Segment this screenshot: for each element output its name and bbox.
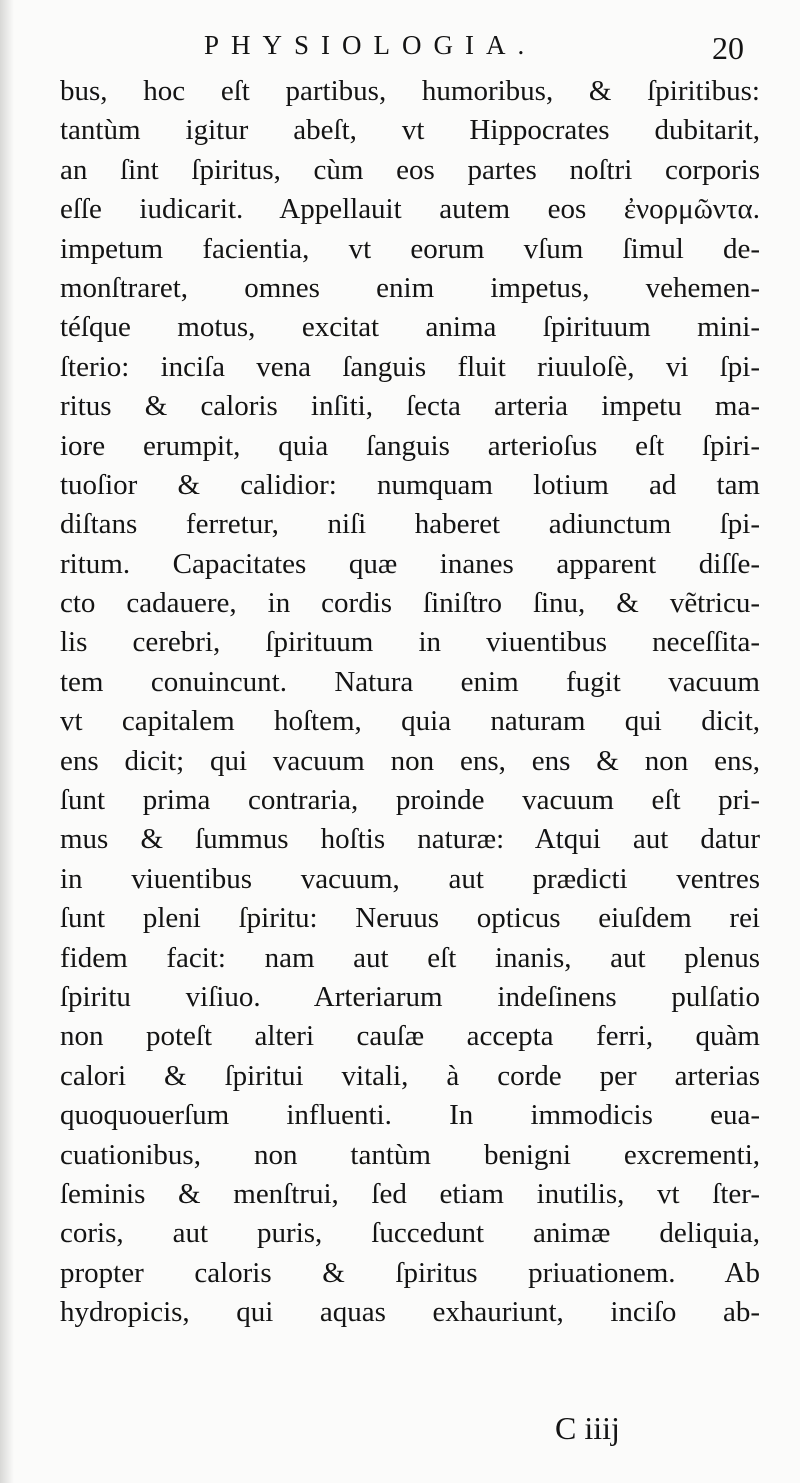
text-line: bus, hoc eſt partibus, humoribus, & ſpiritibus: bbox=[60, 75, 760, 107]
text-line: fidem facit: nam aut eſt inanis, aut plenus bbox=[60, 941, 760, 974]
text-line: iore erumpit, quia ſanguis arterioſus eſt ſpiri- bbox=[60, 429, 760, 462]
text-line: impetum facientia, vt eorum vſum ſimul de- bbox=[60, 232, 760, 265]
page-number: 20 bbox=[712, 30, 744, 66]
text-line: cto cadauere, in cordis ſiniſtro ſinu, & vẽtricu- bbox=[60, 587, 760, 620]
text-line: ſunt pleni ſpiritu: Neruus opticus eiuſdem rei bbox=[60, 902, 760, 935]
text-line: téſque motus, excitat anima ſpirituum mini- bbox=[60, 311, 760, 344]
text-line: coris, aut puris, ſuccedunt animæ deliquia, bbox=[60, 1217, 760, 1250]
body-text bbox=[60, 72, 760, 1333]
text-line: ritum. Capacitates quæ inanes apparent diſſe- bbox=[60, 547, 760, 580]
running-title: PHYSIOLOGIA. bbox=[204, 30, 537, 60]
text-line: monſtraret, omnes enim impetus, vehemen- bbox=[60, 271, 760, 304]
text-line: calori & ſpiritui vitali, à corde per arterias bbox=[60, 1059, 760, 1092]
text-line: ſterio: inciſa vena ſanguis fluit riuuloſè, vi ſpi- bbox=[60, 350, 760, 383]
signature-mark: C iiij bbox=[555, 1410, 620, 1446]
text-line: ſeminis & menſtrui, ſed etiam inutilis, vt ſter- bbox=[60, 1177, 760, 1210]
text-line: tuoſior & calidior: numquam lotium ad tam bbox=[60, 468, 760, 501]
text-line: mus & ſummus hoſtis naturæ: Atqui aut datur bbox=[60, 823, 760, 856]
text-line: an ſint ſpiritus, cùm eos partes noſtri corporis bbox=[60, 153, 760, 186]
text-line: cuationibus, non tantùm benigni excrementi, bbox=[60, 1138, 760, 1171]
text-line: in viuentibus vacuum, aut prædicti ventres bbox=[60, 862, 760, 895]
text-line: ſunt prima contraria, proinde vacuum eſt pri- bbox=[60, 784, 760, 817]
text-line: eſſe iudicarit. Appellauit autem eos ἐνορμῶντα. bbox=[60, 193, 760, 226]
text-line: diſtans ferretur, niſi haberet adiunctum ſpi- bbox=[60, 508, 760, 541]
page-header bbox=[200, 24, 760, 74]
text-line: ſpiritu viſiuo. Arteriarum indeſinens pulſatio bbox=[60, 980, 760, 1013]
text-line: propter caloris & ſpiritus priuationem. Ab bbox=[60, 1256, 760, 1289]
text-line: ritus & caloris inſiti, ſecta arteria impetu ma- bbox=[60, 390, 760, 423]
text-line: non poteſt alteri cauſæ accepta ferri, quàm bbox=[60, 1020, 760, 1053]
page-gutter-shadow bbox=[0, 0, 14, 1483]
text-line: quoquouerſum influenti. In immodicis eua- bbox=[60, 1099, 760, 1132]
text-line: hydropicis, qui aquas exhauriunt, inciſo ab- bbox=[60, 1296, 760, 1329]
text-line: ens dicit; qui vacuum non ens, ens & non ens, bbox=[60, 744, 760, 777]
text-line: vt capitalem hoſtem, quia naturam qui dicit, bbox=[60, 705, 760, 738]
text-line: tantùm igitur abeſt, vt Hippocrates dubitarit, bbox=[60, 114, 760, 147]
text-line: tem conuincunt. Natura enim fugit vacuum bbox=[60, 665, 760, 698]
text-line: lis cerebri, ſpirituum in viuentibus neceſſita- bbox=[60, 626, 760, 659]
